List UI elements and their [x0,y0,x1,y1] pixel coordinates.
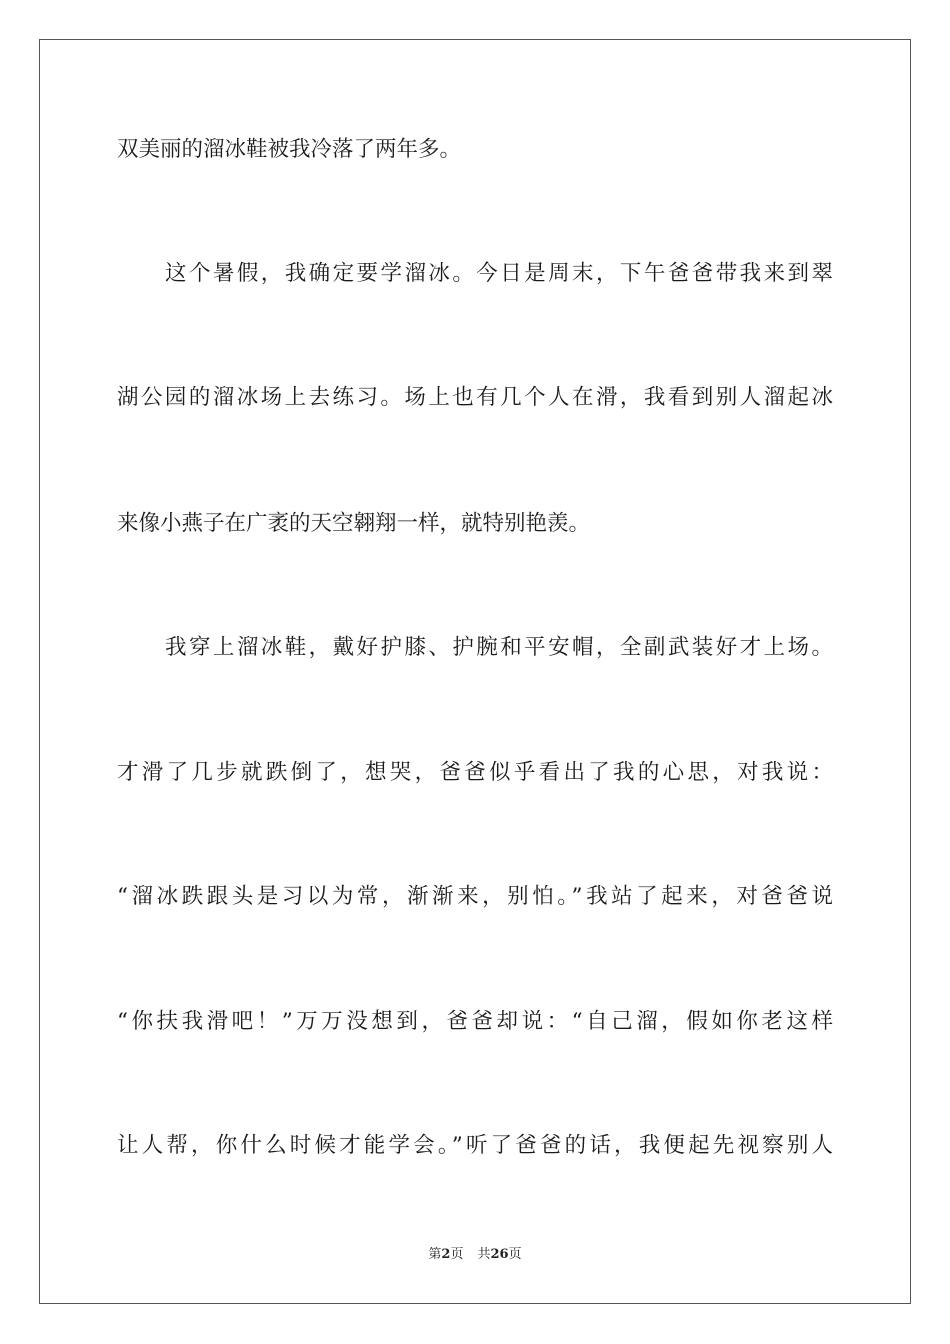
text-line-5: 我穿上溜冰鞋，戴好护膝、护腕和平安帽，全副武装好才上场。 [165,635,833,660]
text-line-4: 来像小燕子在广袤的天空翱翔一样，就特别艳羡。 [117,511,591,536]
page-footer [0,1246,950,1264]
page-suffix: 页 [450,1247,464,1262]
page-number: 2 [441,1247,451,1262]
text-line-7: “溜冰跌跟头是习以为常，渐渐来，别怕。”我站了起来，对爸爸说 [117,884,833,909]
page-frame [39,39,911,1304]
text-line-9: 让人帮，你什么时候才能学会。”听了爸爸的话，我便起先视察别人 [117,1133,833,1158]
text-line-8: “你扶我滑吧！”万万没想到，爸爸却说：“自己溜，假如你老这样 [117,1009,833,1034]
text-line-3: 湖公园的溜冰场上去练习。场上也有几个人在滑，我看到别人溜起冰 [117,385,833,410]
page-prefix: 第 [428,1247,442,1262]
total-prefix: 共 [477,1247,491,1262]
text-line-2: 这个暑假，我确定要学溜冰。今日是周末，下午爸爸带我来到翠 [165,261,833,286]
total-pages: 26 [490,1247,509,1262]
text-line-1: 双美丽的溜冰鞋被我冷落了两年多。 [117,137,462,162]
text-line-6: 才滑了几步就跌倒了，想哭，爸爸似乎看出了我的心思，对我说： [117,760,833,785]
total-suffix: 页 [508,1247,522,1262]
